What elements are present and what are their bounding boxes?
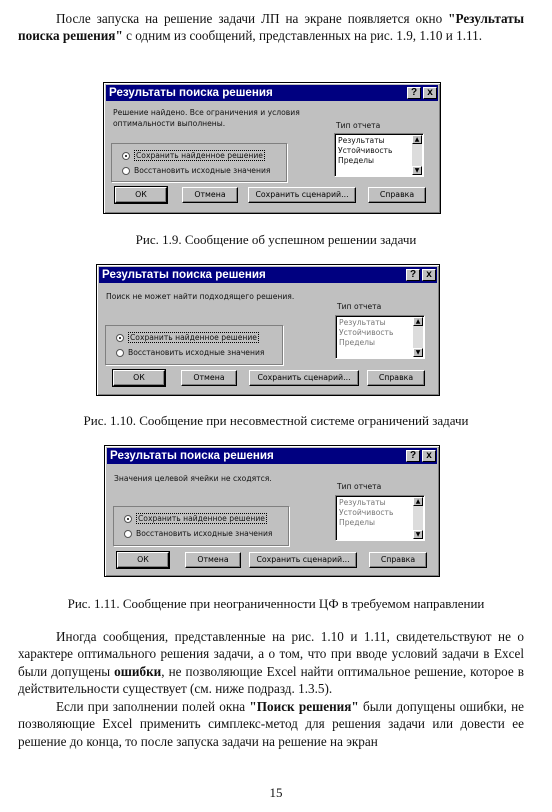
radio-group bbox=[105, 325, 283, 365]
radio-dot-icon bbox=[116, 349, 124, 357]
save-scenario-button[interactable]: Сохранить сценарий... bbox=[249, 370, 359, 386]
close-icon[interactable]: x bbox=[422, 450, 436, 462]
radio-group bbox=[113, 506, 289, 546]
save-scenario-button[interactable]: Сохранить сценарий... bbox=[248, 187, 356, 203]
close-icon[interactable]: x bbox=[423, 87, 437, 99]
report-type-label: Тип отчета bbox=[337, 302, 382, 311]
body-paragraph-2: Если при заполнении полей окна "Поиск решения" были допущены ошибки, не позволяющие Excel применить симплекс-метод для решения задачи или довести ее решение до конца, то после запуска задачи на решение на экран bbox=[18, 699, 525, 749]
radio-dot-icon bbox=[122, 152, 130, 160]
dialog-message: Поиск не может найти подходящего решения. bbox=[106, 292, 295, 301]
radio-dot-icon bbox=[124, 515, 132, 523]
report-type-list[interactable] bbox=[334, 133, 424, 177]
radio-restore-values[interactable]: Восстановить исходные значения bbox=[124, 529, 272, 538]
figure-caption-1-11: Рис. 1.11. Сообщение при неограниченности ЦФ в требуемом направлении bbox=[67, 596, 485, 611]
dialog-solver-results-3 bbox=[104, 445, 440, 577]
cancel-button[interactable]: Отмена bbox=[182, 187, 238, 203]
scroll-down-icon[interactable]: ▼ bbox=[412, 166, 422, 175]
scrollbar[interactable] bbox=[412, 135, 422, 175]
report-type-list[interactable] bbox=[335, 495, 425, 541]
radio-dot-icon bbox=[124, 530, 132, 538]
list-item[interactable]: Устойчивость bbox=[339, 328, 394, 337]
radio-keep-solution[interactable]: Сохранить найденное решение bbox=[124, 514, 267, 523]
dialog-solver-results-2 bbox=[96, 264, 440, 396]
radio-dot-icon bbox=[116, 334, 124, 342]
list-item[interactable]: Пределы bbox=[339, 518, 375, 527]
help-icon[interactable]: ? bbox=[407, 87, 421, 99]
radio-dot-icon bbox=[122, 167, 130, 175]
help-button[interactable]: Справка bbox=[369, 552, 427, 568]
cancel-button[interactable]: Отмена bbox=[185, 552, 241, 568]
dialog-message: Значения целевой ячейки не сходятся. bbox=[114, 474, 272, 483]
report-type-label: Тип отчета bbox=[337, 482, 382, 491]
scroll-down-icon[interactable]: ▼ bbox=[413, 348, 423, 357]
list-item[interactable]: Пределы bbox=[338, 156, 374, 165]
dialog-titlebar: Результаты поиска решения ? x bbox=[99, 267, 437, 283]
radio-keep-solution[interactable]: Сохранить найденное решение bbox=[122, 151, 265, 160]
list-item[interactable]: Устойчивость bbox=[339, 508, 394, 517]
scrollbar[interactable] bbox=[413, 497, 423, 539]
list-item[interactable]: Пределы bbox=[339, 338, 375, 347]
ok-button[interactable]: ОК bbox=[115, 187, 167, 203]
cancel-button[interactable]: Отмена bbox=[181, 370, 237, 386]
dialog-titlebar: Результаты поиска решения ? x bbox=[107, 448, 437, 464]
list-item[interactable]: Результаты bbox=[339, 318, 386, 327]
ok-button[interactable]: ОК bbox=[113, 370, 165, 386]
dialog-solver-results-1 bbox=[103, 82, 441, 214]
body-paragraph-1: Иногда сообщения, представленные на рис. 1.10 и 1.11, свидетельствуют не о характере оптимального решения задачи, а о том, что при вводе условий задачи в Excel были допущены ошибки, не позволяющие Excel найти оптимальное решение, которое в действительности существует (см. ниже подразд. 1.3.5). bbox=[18, 629, 524, 697]
intro-paragraph: После запуска на решение задачи ЛП на экране появляется окно "Результаты поиска решения" с одним из сообщений, представленных на рис. 1.9, 1.10 и 1.11. bbox=[18, 11, 525, 44]
figure-caption-1-9: Рис. 1.9. Сообщение об успешном решении задачи bbox=[135, 232, 417, 247]
figure-caption-1-10: Рис. 1.10. Сообщение при несовместной системе ограничений задачи bbox=[83, 413, 469, 428]
radio-restore-values[interactable]: Восстановить исходные значения bbox=[122, 166, 270, 175]
help-button[interactable]: Справка bbox=[367, 370, 425, 386]
list-item[interactable]: Результаты bbox=[338, 136, 385, 145]
radio-restore-values[interactable]: Восстановить исходные значения bbox=[116, 348, 264, 357]
help-button[interactable]: Справка bbox=[368, 187, 426, 203]
page-number: 15 bbox=[269, 785, 283, 800]
report-type-label: Тип отчета bbox=[336, 121, 381, 130]
help-icon[interactable]: ? bbox=[406, 269, 420, 281]
scroll-up-icon[interactable]: ▲ bbox=[413, 497, 423, 506]
ok-button[interactable]: ОК bbox=[117, 552, 169, 568]
help-icon[interactable]: ? bbox=[406, 450, 420, 462]
list-item[interactable]: Устойчивость bbox=[338, 146, 393, 155]
scroll-down-icon[interactable]: ▼ bbox=[413, 530, 423, 539]
scrollbar[interactable] bbox=[413, 317, 423, 357]
dialog-message: Решение найдено. Все ограничения и условия оптимальности выполнены. bbox=[113, 108, 300, 128]
radio-group bbox=[111, 143, 287, 182]
list-item[interactable]: Результаты bbox=[339, 498, 386, 507]
save-scenario-button[interactable]: Сохранить сценарий... bbox=[249, 552, 357, 568]
report-type-list[interactable] bbox=[335, 315, 425, 359]
close-icon[interactable]: x bbox=[422, 269, 436, 281]
scroll-up-icon[interactable]: ▲ bbox=[412, 135, 422, 144]
radio-keep-solution[interactable]: Сохранить найденное решение bbox=[116, 333, 259, 342]
dialog-titlebar: Результаты поиска решения ? x bbox=[106, 85, 438, 101]
scroll-up-icon[interactable]: ▲ bbox=[413, 317, 423, 326]
